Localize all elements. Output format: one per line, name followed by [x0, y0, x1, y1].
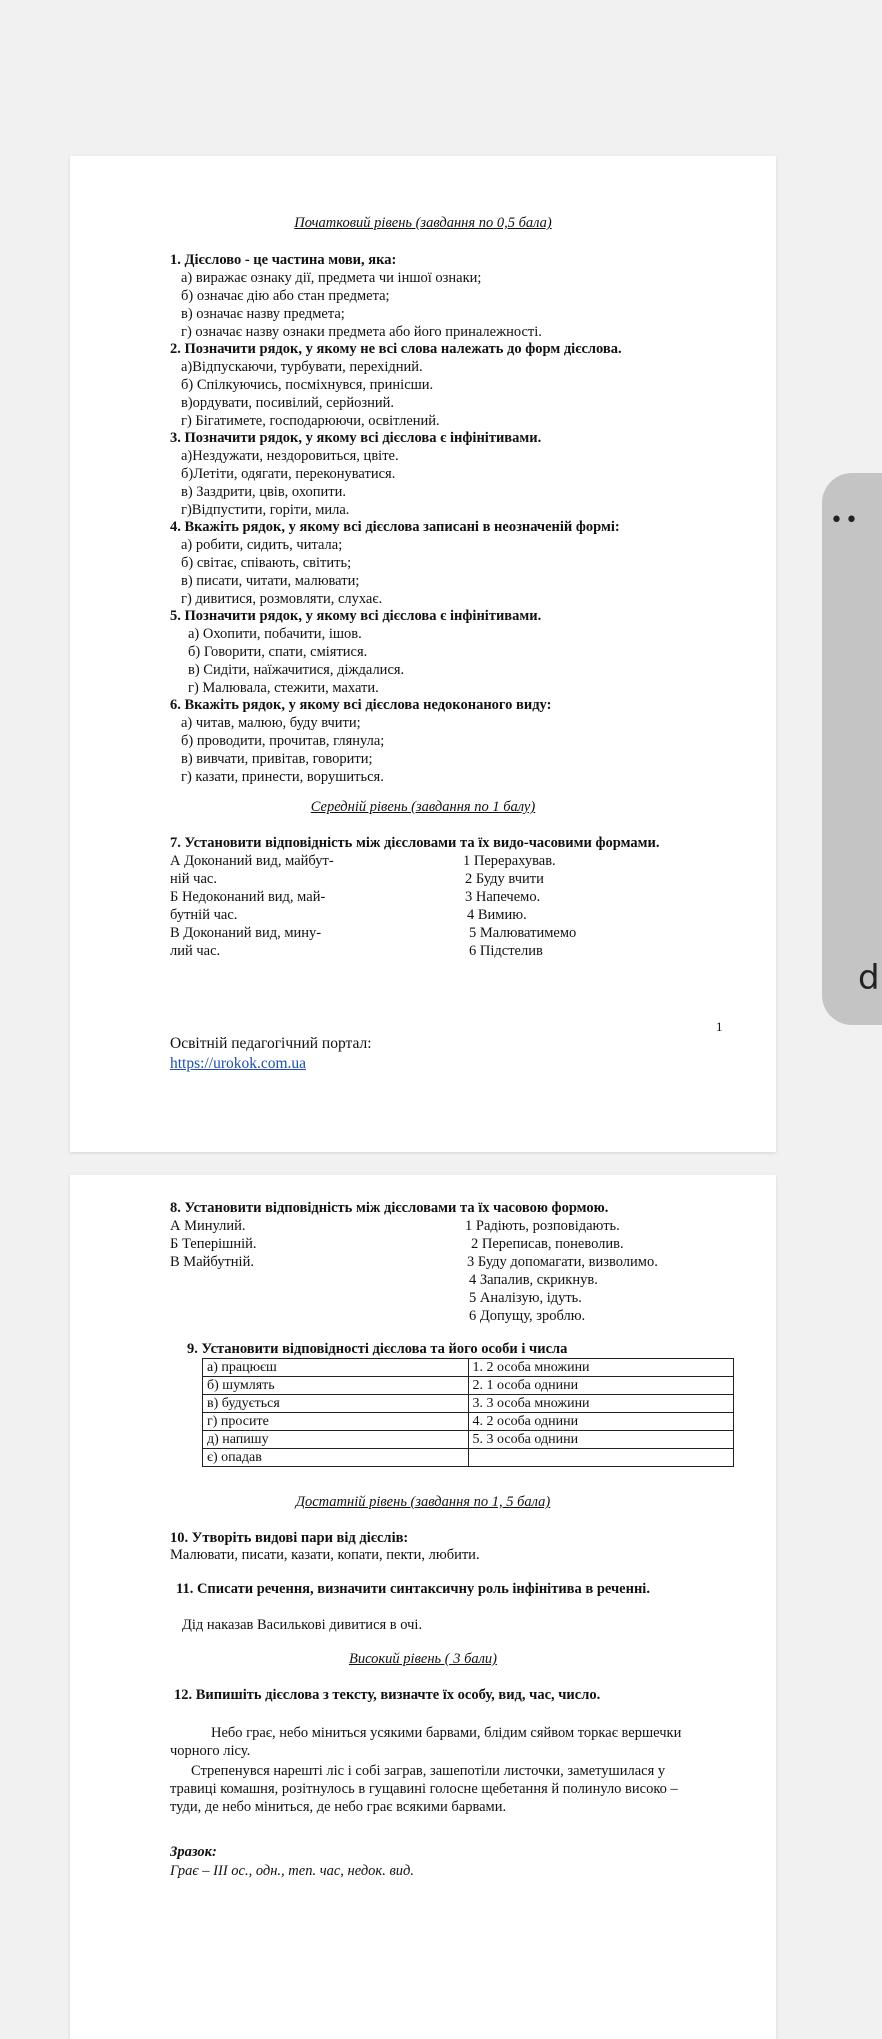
- q5-option-c: в) Сидіти, наїжачитися, діждалися.: [188, 662, 405, 678]
- footer-portal-link[interactable]: https://urokok.com.ua: [170, 1055, 307, 1072]
- table-cell-verb: д) напишу: [203, 1431, 469, 1449]
- question-11-text: Дід наказав Василькові дивитися в очі.: [182, 1617, 423, 1633]
- q5-option-d: г) Малювала, стежити, махати.: [188, 680, 379, 696]
- q6-option-c: в) вивчати, привітав, говорити;: [181, 751, 373, 767]
- q7-right-2: 2 Буду вчити: [465, 871, 544, 887]
- q3-option-d: г)Відпустити, горіти, мила.: [181, 502, 350, 518]
- table-cell-form: 2. 1 особа однини: [468, 1377, 734, 1395]
- floating-side-handle[interactable]: [822, 473, 882, 1025]
- q4-option-d: г) дивитися, розмовляти, слухає.: [181, 591, 383, 607]
- q8-right-5: 5 Аналізую, ідуть.: [469, 1290, 582, 1306]
- q1-option-c: в) означає назву предмета;: [181, 306, 345, 322]
- table-cell-verb: а) працюєш: [203, 1359, 469, 1377]
- table-cell-form: 5. 3 особа однини: [468, 1431, 734, 1449]
- q12-para1-line1: Небо грає, небо міниться усякими барвами, блідим сяйвом торкає вершечки: [211, 1725, 682, 1741]
- question-8-title: 8. Установити відповідність між дієсловами та їх часовою формою.: [170, 1200, 609, 1216]
- document-page-1: [70, 156, 776, 1152]
- q8-left-1: А Минулий.: [170, 1218, 246, 1234]
- sample-text: Грає – ІІІ ос., одн., теп. час, недок. вид.: [170, 1863, 414, 1879]
- q6-option-b: б) проводити, прочитав, глянула;: [181, 733, 385, 749]
- level-sufficient-heading: Достатній рівень (завдання по 1, 5 бала): [295, 1494, 551, 1510]
- table-row: [203, 1413, 734, 1431]
- q7-left-4: бутній час.: [170, 907, 238, 923]
- q1-option-b: б) означає дію або стан предмета;: [181, 288, 390, 304]
- q8-left-2: Б Теперішній.: [170, 1236, 257, 1252]
- sample-label: Зразок:: [170, 1844, 217, 1860]
- question-11-title: 11. Списати речення, визначити синтаксичну роль інфінітива в реченні.: [176, 1581, 650, 1597]
- question-4-title: 4. Вкажіть рядок, у якому всі дієслова записані в неозначеній формі:: [170, 519, 620, 535]
- q2-option-a: а)Відпускаючи, турбувати, перехідний.: [181, 359, 423, 375]
- q8-left-3: В Майбутній.: [170, 1254, 254, 1270]
- q4-option-b: б) світає, співають, світить;: [181, 555, 352, 571]
- level-medium-heading: Середній рівень (завдання по 1 балу): [310, 799, 536, 815]
- table-row: [203, 1449, 734, 1467]
- question-9-title: 9. Установити відповідності дієслова та його особи і числа: [187, 1341, 568, 1357]
- q8-right-4: 4 Запалив, скрикнув.: [469, 1272, 598, 1288]
- page-number: 1: [716, 1019, 723, 1034]
- q5-option-a: а) Охопити, побачити, ішов.: [188, 626, 362, 642]
- table-cell-form: 3. 3 особа множини: [468, 1395, 734, 1413]
- table-cell-verb: в) будується: [203, 1395, 469, 1413]
- q7-right-5: 5 Малюватимемо: [469, 925, 577, 941]
- table-cell-form: 4. 2 особа однини: [468, 1413, 734, 1431]
- q12-para2-line1: Стрепенувся нарешті ліс і собі заграв, зашепотіли листочки, заметушилася у: [191, 1763, 666, 1779]
- q7-right-1: 1 Перерахував.: [463, 853, 556, 869]
- table-row: [203, 1359, 734, 1377]
- q8-right-6: 6 Допущу, зроблю.: [469, 1308, 586, 1324]
- question-10-title: 10. Утворіть видові пари від дієслів:: [170, 1530, 409, 1546]
- q4-option-c: в) писати, читати, малювати;: [181, 573, 360, 589]
- table-row: [203, 1431, 734, 1449]
- more-dots-icon[interactable]: ••: [830, 508, 860, 533]
- q2-option-b: б) Спілкуючись, посміхнувся, принісши.: [181, 377, 434, 393]
- footer-portal-label: Освітній педагогічний портал:: [170, 1035, 372, 1052]
- q7-left-2: ній час.: [170, 871, 217, 887]
- question-3-title: 3. Позначити рядок, у якому всі дієслова є інфінітивами.: [170, 430, 542, 446]
- q1-option-a: а) виражає ознаку дії, предмета чи іншої ознаки;: [181, 270, 482, 286]
- person-number-table: [202, 1358, 734, 1467]
- q6-option-d: г) казати, принести, ворушиться.: [181, 769, 384, 785]
- q4-option-a: а) робити, сидить, читала;: [181, 537, 343, 553]
- handle-icon: d: [858, 958, 880, 998]
- q7-right-3: 3 Напечемо.: [465, 889, 541, 905]
- q6-option-a: а) читав, малюю, буду вчити;: [181, 715, 361, 731]
- q12-para2-line3: туди, де небо міниться, де небо грає всякими барвами.: [170, 1799, 507, 1815]
- q3-option-b: б)Летіти, одягати, переконуватися.: [181, 466, 396, 482]
- table-cell-verb: г) просите: [203, 1413, 469, 1431]
- q3-option-c: в) Заздрити, цвів, охопити.: [181, 484, 347, 500]
- question-5-title: 5. Позначити рядок, у якому всі дієслова є інфінітивами.: [170, 608, 542, 624]
- q2-option-c: в)ордувати, посивілий, серйозний.: [181, 395, 395, 411]
- q7-right-6: 6 Підстелив: [469, 943, 543, 959]
- q1-option-d: г) означає назву ознаки предмета або його приналежності.: [181, 324, 542, 340]
- table-cell-form: [468, 1449, 734, 1467]
- level-high-heading: Високий рівень ( 3 бали): [348, 1651, 498, 1667]
- q7-left-1: А Доконаний вид, майбут-: [170, 853, 334, 869]
- table-cell-form: 1. 2 особа множини: [468, 1359, 734, 1377]
- q7-left-3: Б Недоконаний вид, май-: [170, 889, 326, 905]
- q8-right-1: 1 Радіють, розповідають.: [465, 1218, 620, 1234]
- q5-option-b: б) Говорити, спати, сміятися.: [188, 644, 368, 660]
- table-row: [203, 1395, 734, 1413]
- q3-option-a: а)Нездужати, нездоровиться, цвіте.: [181, 448, 399, 464]
- q7-left-5: В Доконаний вид, мину-: [170, 925, 322, 941]
- document-page-2: [70, 1175, 776, 2039]
- table-cell-verb: б) шумлять: [203, 1377, 469, 1395]
- question-1-title: 1. Дієслово - це частина мови, яка:: [170, 252, 397, 268]
- q7-right-4: 4 Вимию.: [467, 907, 527, 923]
- q2-option-d: г) Бігатимете, господарюючи, освітлений.: [181, 413, 440, 429]
- question-6-title: 6. Вкажіть рядок, у якому всі дієслова недоконаного виду:: [170, 697, 552, 713]
- level-basic-heading: Початковий рівень (завдання по 0,5 бала): [294, 215, 552, 231]
- table-cell-verb: є) опадав: [203, 1449, 469, 1467]
- question-10-text: Малювати, писати, казати, копати, пекти, любити.: [170, 1547, 480, 1563]
- question-12-title: 12. Випишіть дієслова з тексту, визначте їх особу, вид, час, число.: [174, 1687, 601, 1703]
- q7-left-6: лий час.: [170, 943, 221, 959]
- question-2-title: 2. Позначити рядок, у якому не всі слова належать до форм дієслова.: [170, 341, 622, 357]
- q12-para1-line2: чорного лісу.: [170, 1743, 251, 1759]
- question-7-title: 7. Установити відповідність між дієсловами та їх видо-часовими формами.: [170, 835, 660, 851]
- q8-right-3: 3 Буду допомагати, визволимо.: [467, 1254, 658, 1270]
- table-row: [203, 1377, 734, 1395]
- q12-para2-line2: травиці комашня, розітнулось в гущавині голосне щебетання й полинуло високо –: [170, 1781, 678, 1797]
- q8-right-2: 2 Переписав, поневолив.: [471, 1236, 624, 1252]
